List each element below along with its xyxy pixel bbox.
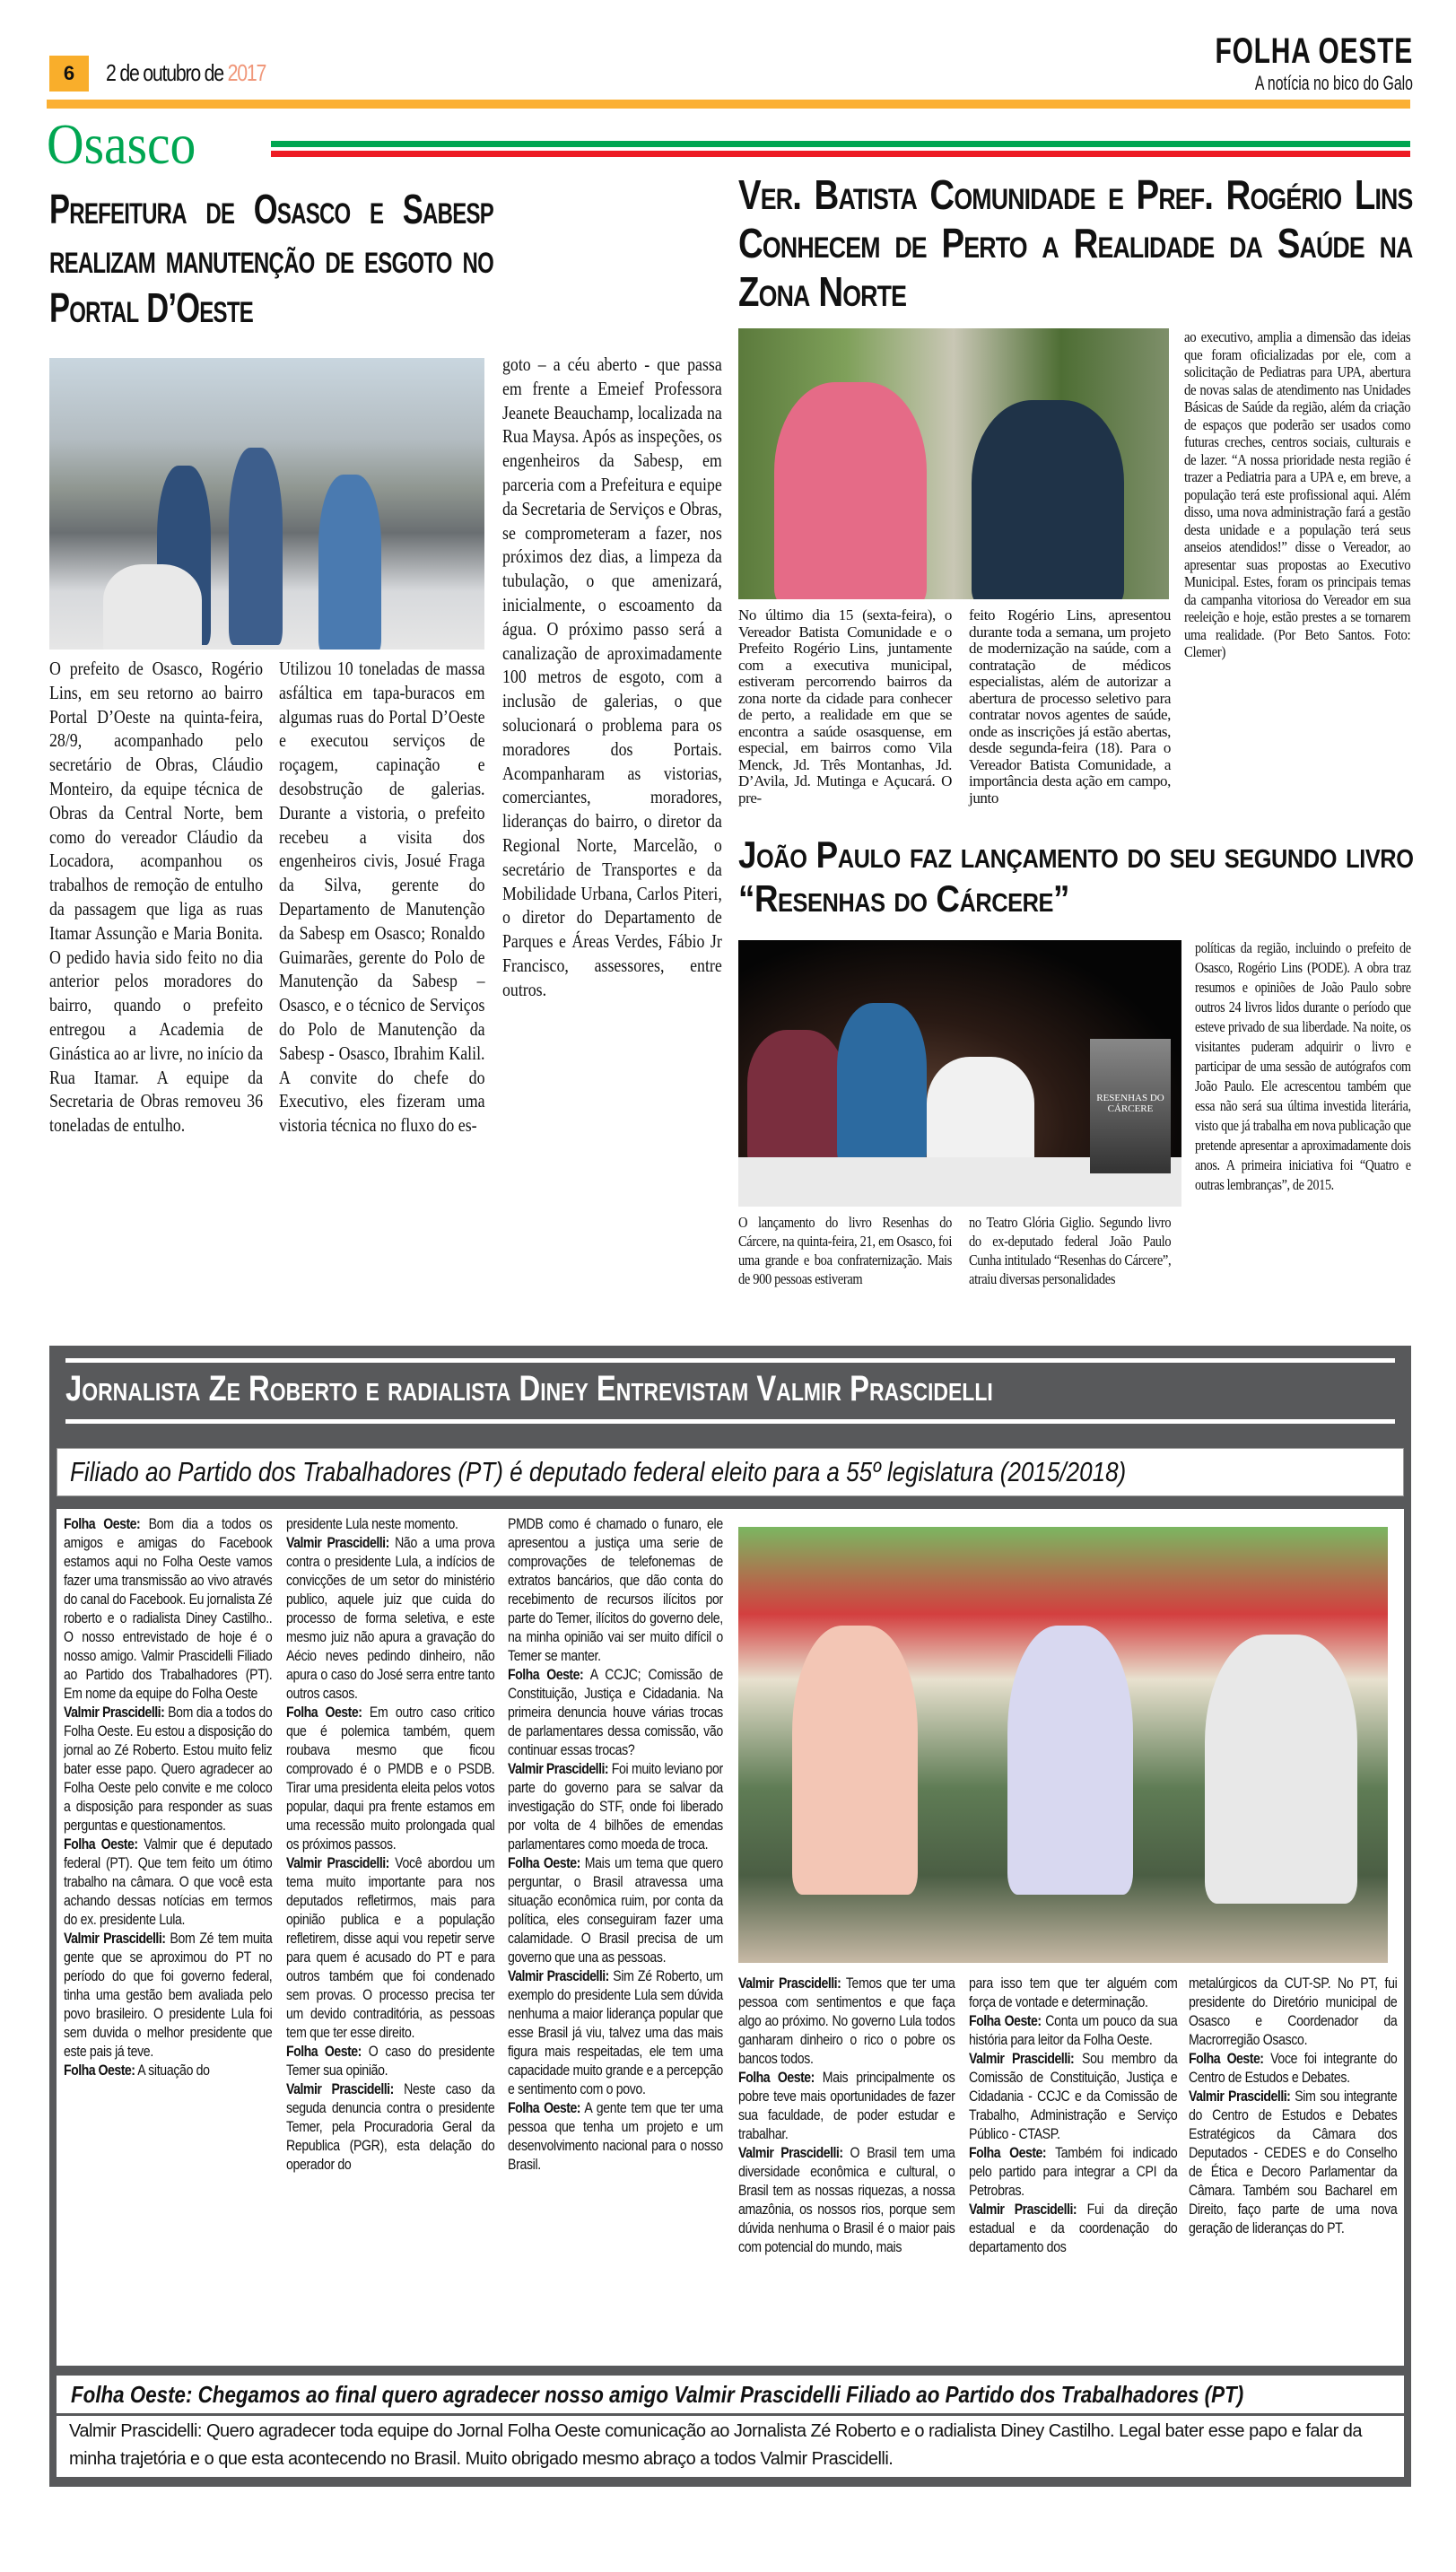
interview-column (1189, 1974, 1397, 2237)
answer-text: Mais principalmente os pobre teve mais oportunidades de fazer sua faculdade, de poder estudar e trabalhar. (738, 2069, 955, 2142)
interview-column (738, 1974, 955, 2256)
date-text: 2 de outubro de (106, 59, 223, 86)
article-photo (49, 358, 484, 650)
speaker-label: Folha Oeste: (64, 1515, 141, 1532)
answer-text: Neste caso da seguda denuncia contra o presidente Temer, pela Procuradoria Geral da Republica (PGR), esta delação do operador do (286, 2080, 495, 2173)
section-rule-red (271, 151, 1410, 157)
speaker-label: Folha Oeste: (1189, 2050, 1264, 2067)
interview-paragraph (508, 1759, 723, 1853)
speaker-label: Valmir Prascidelli: (1189, 2088, 1291, 2105)
speaker-label: Folha Oeste: (508, 1854, 580, 1871)
interview-photo (738, 1527, 1388, 1963)
interview-paragraph (738, 1974, 955, 2068)
interview-paragraph (969, 2011, 1177, 2049)
speaker-label: Valmir Prascidelli: (286, 2080, 394, 2097)
article-column: no Teatro Glória Giglio. Segundo livro do ex-deputado federal João Paulo Cunha intitulado “Resenhas do Cárcere”, atraiu diversas personalidades (969, 1214, 1172, 1287)
interview-paragraph (1189, 2049, 1397, 2087)
divider (65, 1358, 1395, 1363)
interview-paragraph (286, 1703, 494, 1853)
interview-paragraph (508, 1514, 723, 1665)
issue-date (106, 59, 266, 87)
answer-text: Mais um tema que quero perguntar, o Brasil atravessa uma situação econômica ruim, por conta da política, eles conseguiram fazer uma calamidade. O Brasil precisa de um governo que una as pessoas. (508, 1854, 723, 1966)
subtitle-text: Filiado ao Partido dos Trabalhadores (PT) é deputado federal eleito para a 55º legislatura (2015/2018) (70, 1456, 1127, 1487)
article-column: políticas da região, incluindo o prefeito de Osasco, Rogério Lins (PODE). A obra traz resumos e opiniões de João Paulo sobre outros 24 livros lidos durante o período que esteve privado de sua liberdade. Na noite, os visitantes puderam adquirir o livro e participar de uma sessão de autógrafos com João Paulo. Ele acrescentou também que essa não será sua última investida literária, visto que já trabalha em nova publicação que pretende apresentar a aproximadamente dois anos. A primeira iniciativa foi “Quatro e outras lembranças”, de 2015. (1195, 939, 1411, 1193)
interview-column (508, 1514, 723, 2174)
answer-text: Sim Zé Roberto, um exemplo do presidente Lula sem dúvida nenhuma a maior liderança popular que esse Brasil já viu, talvez uma das mais figura mais respeitadas, ele tem uma capacidade muito grande e a percepção e sentimento com o povo. (508, 1967, 723, 2097)
answer-text: Bom Zé tem muita gente que se aproximou do PT no período do que foi governo federal, tinha uma gestão bem avaliada pelo povo brasileiro. O presidente Lula foi sem duvida o melhor presidente que este pais já teve. (64, 1930, 273, 2060)
answer-text: O Brasil tem uma diversidade econômica e cultural, o Brasil tem as nossas riquezas, a nossa amazônia, os nossos rios, porque sem dúvida nenhuma o Brasil é o maior pais com potencial do mundo, mais (738, 2144, 955, 2255)
article-column: O prefeito de Osasco, Rogério Lins, em seu retorno ao bairro Portal D’Oeste na quinta-feira, 28/9, acompanhado pelo secretário de Obras, Cláudio Monteiro, da equipe técnica de Obras da Central Norte, bem como do vereador Cláudio da Locadora, acompanhou os trabalhos de remoção de entulho da passagem que liga as ruas Itamar Assunção e Maria Bonita. O pedido havia sido feito no dia anterior pelos moradores do bairro, quando o prefeito entregou a Academia de Ginástica ao ar livre, no início da Rua Itamar. A equipe da Secretaria de Obras removeu 36 toneladas de entulho. (49, 658, 263, 1137)
article-column: ao executivo, amplia a dimensão das ideias que foram oficializadas por ele, com a solicitação de Pediatras para UPA, abertura de novas salas de atendimento nas Unidades Básicas de Saúde da região, além da criação de espaços que poderão ser usados como futuras creches, centros sociais, culturais e de lazer. “A nossa prioridade nesta região é trazer a Pediatria para a UPA e, em breve, a população terá este profissional aqui. Além disso, uma nova administração fará a gestão desta unidade e a população terá seus anseios atendidos!” disse o Vereador, ao apresentar suas propostas ao Executivo Municipal. Estes, foram os principais temas da campanha vitoriosa do Vereador em sua reeleição e hoje, estão prestes a se tornarem uma realidade. (Por Beto Santos. Foto: Clemer) (1184, 328, 1411, 660)
closing-question-text: Folha Oeste: Chegamos ao final quero agradecer nosso amigo Valmir Prascidelli Filiado ao Partido dos Trabalhadores (PT) (71, 2380, 1244, 2408)
interview-paragraph (969, 2143, 1177, 2200)
answer-text: Temos que ter uma pessoa com sentimentos e que faça algo ao próximo. No governo Lula todos ganharam dinheiro o rico o pobre os bancos todos. (738, 1975, 955, 2067)
article-column: goto – a céu aberto - que passa em frente a Emeief Professora Jeanete Beauchamp, localizada na Rua Maysa. Após as inspeções, os engenheiros da Sabesp, em parceria com a Prefeitura e equipe da Secretaria de Serviços e Obras, se comprometeram a fazer, nos próximos dez dias, a limpeza da tubulação, o que amenizará, inicialmente, o escoamento da água. O próximo passo será a canalização de aproximadamente 100 metros de esgoto, com a inclusão de galerias, o que solucionará o problema para os moradores dos Portais. Acompanharam as vistorias, comerciantes, moradores, lideranças do bairro, o diretor da Regional Norte, Marcelão, o secretário de Transportes e da Mobilidade Urbana, Carlos Piteri, o diretor do Departamento de Parques e Áreas Verdes, Fábio Jr Francisco, assessores, entre outros. (502, 353, 722, 1000)
answer-text: A gente tem que ter uma pessoa que tenha um projeto e um desenvolvimento nacional para o nosso Brasil. (508, 2099, 723, 2173)
answer-text: Sim sou integrante do Centro de Estudos e Debates Estratégicos da Câmara dos Deputados - CEDES e do Conselho de Ética e Decoro Parlamentar da Câmara. Também sou Bacharel em Direito, faço parte de uma nova geração de lideranças do PT. (1189, 2088, 1398, 2236)
interview-paragraph (969, 2049, 1177, 2143)
article-column: No último dia 15 (sexta-feira), o Vereador Batista Comunidade e o Prefeito Rogério Lins, juntamente com a executiva municipal, estiveram percorrendo bairros da zona norte da cidade para conhecer de perto, a realidade em que se encontra a saúde osasquense, em especial, em bairros como Vila Menck, Jd. Três Montanhas, Jd. D’Avila, Jd. Mutinga e Açucará. O pre- (738, 606, 952, 806)
interview-column (64, 1514, 272, 2079)
book-cover: RESENHAS DO CÁRCERE (1090, 1039, 1171, 1173)
speaker-label: Folha Oeste: (286, 1704, 362, 1721)
answer-text: Fui da direção estadual e da coordenação do departamento dos (969, 2201, 1178, 2255)
interview-paragraph (64, 1929, 272, 2061)
answer-text: presidente Lula neste momento. (286, 1515, 458, 1532)
article-column: O lançamento do livro Resenhas do Cárcere, na quinta-feira, 21, em Osasco, foi uma grande e boa confraternização. Mais de 900 pessoas estiveram (738, 1214, 952, 1287)
interview-paragraph (508, 2098, 723, 2174)
speaker-label: Folha Oeste: (508, 1666, 584, 1683)
speaker-label: Folha Oeste: (64, 2062, 135, 2079)
brand-slogan: A notícia no bico do Galo (1254, 72, 1413, 94)
interview-paragraph (508, 1853, 723, 1966)
answer-text: Conta um pouco da sua história para leitor da Folha Oeste. (969, 2012, 1178, 2048)
article-column: Utilizou 10 toneladas de massa asfáltica em tapa-buracos em algumas ruas do Portal D’Oeste e executou serviços de roçagem, capinação e desobstrução de galerias. Durante a vistoria, o prefeito recebeu a visita dos engenheiros civis, Josué Fraga da Silva, gerente do Departamento de Manutenção da Sabesp em Osasco; Ronaldo Guimarães, gerente do Polo de Manutenção da Sabesp – Osasco, e o técnico de Serviços do Polo de Manutenção da Sabesp - Osasco, Ibrahim Kalil. A convite do chefe do Executivo, eles fizeram uma vistoria técnica no fluxo do es- (279, 658, 485, 1137)
speaker-label: Folha Oeste: (738, 2069, 815, 2086)
answer-text: Também foi indicado pelo partido para integrar a CPI da Petrobras. (969, 2144, 1178, 2199)
header-divider (47, 100, 1410, 109)
interview-paragraph (969, 2200, 1177, 2256)
article-headline: Ver. Batista Comunidade e Pref. Rogério Lins Conhecem de Perto a Realidade da Saúde na Zona Norte (738, 171, 1413, 315)
answer-text: O caso do presidente Temer sua opinião. (286, 2043, 495, 2079)
divider (65, 1419, 1395, 1424)
speaker-label: Valmir Prascidelli: (286, 1534, 389, 1551)
closing-answer: Valmir Prascidelli: Quero agradecer toda equipe do Jornal Folha Oeste comunicação ao Jornalista Zé Roberto e o radialista Diney Castilho. Legal bater esse papo e falar da minha trajetória e o que esta acontecendo no Brasil. Muito obrigado mesmo abraço a todos Valmir Prascidelli. (57, 2416, 1404, 2477)
interview-column (969, 1974, 1177, 2256)
masthead (1149, 31, 1413, 94)
interview-paragraph (286, 1853, 494, 2042)
answer-text: Não a uma prova contra o presidente Lula, a indícios de convicções de um setor do ministério publico, aquele juiz que cuida do processo de forma seletiva, e este mesmo juiz não apura a gravação do Aécio neves pedindo dinheiro, não apura o caso do José serra entre tanto outros casos. (286, 1534, 495, 1702)
interview-body (57, 1509, 1404, 2366)
brand-name: FOLHA OESTE (1215, 31, 1413, 71)
speaker-label: Valmir Prascidelli: (738, 2144, 843, 2161)
speaker-label: Valmir Prascidelli: (738, 1975, 841, 1992)
interview-paragraph (969, 1974, 1177, 2011)
interview-paragraph (64, 2061, 272, 2079)
interview-paragraph (508, 1966, 723, 2098)
interview-paragraph (64, 1514, 272, 1703)
answer-text: Bom dia a todos os amigos e amigas do Facebook estamos aqui no Folha Oeste vamos fazer uma transmissão ao vivo através do canal do Facebook. Eu jornalista Zé roberto e o radialista Diney Castilho.. O nosso entrevistado de hoje é o nosso amigo. Valmir Prascidelli Filiado ao Partido dos Trabalhadores (PT). Em nome da equipe do Folha Oeste (64, 1515, 273, 1702)
interview-paragraph (508, 1665, 723, 1759)
interview-paragraph (286, 1533, 494, 1703)
date-year: 2017 (227, 59, 266, 86)
answer-text: Sou membro da Comissão de Constituição, Justiça e Cidadania - CCJC e da Comissão de Trabalho, Administração e Serviço Público - CTASP. (969, 2050, 1178, 2142)
section-rule-green (271, 141, 1410, 147)
speaker-label: Folha Oeste: (969, 2012, 1042, 2029)
speaker-label: Folha Oeste: (286, 2043, 362, 2060)
answer-text: PMDB como é chamado o funaro, ele apresentou a justiça uma serie de comprovações de telefonemas de extratos bancários, que dão conta do recebimento de recursos ilícitos por parte do Temer, ilícitos do governo dele, na minha opinião vai ser muito difícil o Temer se manter. (508, 1515, 723, 1664)
interview-paragraph (738, 2068, 955, 2143)
interview-paragraph (286, 2042, 494, 2079)
answer-text: metalúrgicos da CUT-SP. No PT, fui presidente do Diretório municipal de Osasco e Coordenador da Macrorregião Osasco. (1189, 1975, 1398, 2048)
closing-question (57, 2376, 1404, 2416)
article-headline: João Paulo faz lançamento do seu segundo livro “Resenhas do Cárcere” (738, 833, 1414, 920)
interview-paragraph (64, 1835, 272, 1929)
article-photo (738, 328, 1169, 599)
page-number: 6 (49, 56, 89, 92)
interview-paragraph (286, 2079, 494, 2174)
answer-text: Voce foi integrante do Centro de Estudos e Debates. (1189, 2050, 1398, 2086)
interview-column (286, 1514, 494, 2174)
article-column: feito Rogério Lins, apresentou durante toda a semana, um projeto de modernização na saúde, com a contratação de médicos especialistas, além de autorizar a abertura de processo seletivo para contratar novos agentes de saúde, onde as inscrições já estão abertas, desde segunda-feira (18). Para o Vereador Batista Comunidade, a importância desta ação em campo, junto (969, 606, 1171, 806)
interview-title: Jornalista Ze Roberto e radialista Diney Entrevistam Valmir Prascidelli (65, 1369, 993, 1408)
interview-paragraph (286, 1514, 494, 1533)
answer-text: A situação do (135, 2062, 210, 2079)
speaker-label: Valmir Prascidelli: (969, 2050, 1075, 2067)
answer-text: Foi muito leviano por parte do governo para se salvar da investigação do STF, onde foi liberado por volta de 4 bilhões de emendas parlamentares como moeda de troca. (508, 1760, 723, 1853)
interview-paragraph (738, 2143, 955, 2256)
interview-paragraph (1189, 2087, 1397, 2237)
speaker-label: Valmir Prascidelli: (286, 1854, 389, 1871)
answer-text: Valmir que é deputado federal (PT). Que tem feito um ótimo trabalho na câmara. O que você esta achando dessas notícias em termos do ex. presidente Lula. (64, 1835, 273, 1928)
speaker-label: Valmir Prascidelli: (508, 1760, 609, 1777)
speaker-label: Valmir Prascidelli: (508, 1967, 609, 1984)
speaker-label: Valmir Prascidelli: (64, 1930, 166, 1947)
speaker-label: Folha Oeste: (64, 1835, 138, 1853)
interview-paragraph (64, 1703, 272, 1835)
answer-text: para isso tem que ter alguém com força de vontade e determinação. (969, 1975, 1178, 2010)
answer-text: Bom dia a todos do Folha Oeste. Eu estou a disposição do jornal ao Zé Roberto. Estou muito feliz bater esse papo. Quero agradecer ao Folha Oeste pelo convite e me coloco a disposição para responder as suas perguntas e questionamentos. (64, 1704, 273, 1834)
answer-text: Em outro caso critico que é polemica também, quem roubava mesmo que ficou comprovado é o PMDB e o PSDB. Tirar uma presidenta eleita pelos votos popular, daqui pra frente estamos em uma recessão muito prolongada qual os próximos passos. (286, 1704, 495, 1853)
article-photo (738, 940, 1181, 1207)
speaker-label: Folha Oeste: (508, 2099, 581, 2116)
answer-text: Você abordou um tema muito importante para nos deputados refletirmos, mais para opinião publica e a população refletirem, disse aqui vou repetir serve para quem é acusado do PT e para outros também que foi condenado sem provas. O processo precisa ter um devido contraditória, as pessoas tem que ter esse direito. (286, 1854, 495, 2041)
interview-subtitle (57, 1448, 1404, 1496)
speaker-label: Valmir Prascidelli: (969, 2201, 1077, 2218)
speaker-label: Valmir Prascidelli: (64, 1704, 165, 1721)
interview-paragraph (1189, 1974, 1397, 2049)
speaker-label: Folha Oeste: (969, 2144, 1047, 2161)
answer-text: A CCJC; Comissão de Constituição, Justiça e Cidadania. Na primeira denuncia houve várias trocas de parlamentares dessa comissão, vão continuar essas trocas? (508, 1666, 723, 1758)
section-title: Osasco (47, 112, 196, 176)
interview-box (49, 1346, 1411, 2487)
article-headline: Prefeitura de Osasco e Sabesp realizam manutenção de esgoto no Portal D’Oeste (49, 186, 493, 331)
